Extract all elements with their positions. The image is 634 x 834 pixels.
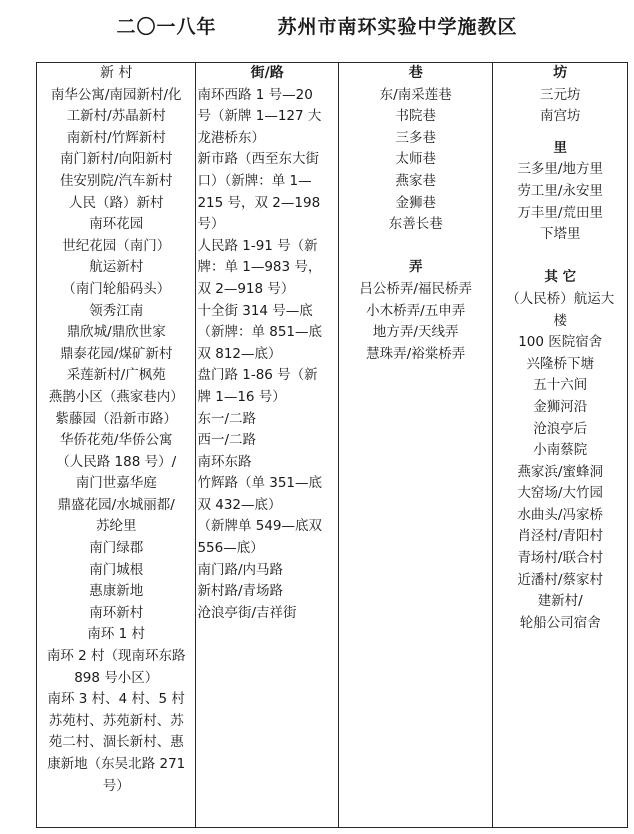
- list-item: 劳工里/永安里: [517, 182, 603, 199]
- list-item: 556—底）: [197, 540, 264, 557]
- list-item: 佳安别院/汽车新村: [59, 172, 173, 189]
- list-item: 康新地（东吴北路 271: [47, 756, 186, 772]
- list-item: 龙港桥东）: [197, 129, 265, 146]
- list-item: 215 号，双 2—198: [197, 194, 321, 211]
- section-gap: [493, 246, 627, 268]
- section-gap: [339, 236, 492, 258]
- list-item: 新村路/青场路: [197, 583, 284, 600]
- list-item: 南门绿郡: [89, 540, 144, 557]
- list-item: 南环 2 村（现南环东路: [46, 648, 186, 665]
- list-item: 双 812—底）: [197, 345, 282, 362]
- section-body: [493, 289, 627, 635]
- section-header-li: 里: [553, 139, 567, 156]
- list-item: 南环新村: [89, 604, 144, 621]
- list-item: 地方弄/天线弄: [372, 324, 459, 341]
- list-item: 三多里/地方里: [517, 161, 603, 178]
- section-gap: [493, 128, 627, 138]
- list-item: （人民路 188 号）/: [56, 453, 177, 470]
- list-item: 双 2—918 号）: [197, 280, 295, 297]
- list-item: 号）: [102, 777, 130, 794]
- column-header: 街/路: [250, 65, 284, 81]
- list-item: 惠康新地: [89, 583, 144, 600]
- list-item: 燕家浜/蜜蜂洞: [517, 463, 603, 480]
- school-district-table: [36, 62, 628, 828]
- list-item: 燕鹊小区（燕家巷内）: [48, 388, 184, 405]
- column-body: [493, 85, 627, 128]
- list-item: 工新村/苏晶新村: [66, 108, 166, 125]
- list-item: 下塔里: [539, 226, 581, 243]
- list-item: 兴隆桥下塘: [526, 355, 594, 372]
- list-item: 新市路（西至东大街: [197, 151, 319, 168]
- list-item: 吕公桥弄/福民桥弄: [359, 280, 472, 297]
- list-item: 号）: [197, 216, 225, 233]
- list-item: 小木桥弄/五申弄: [366, 302, 466, 319]
- list-item: 楼: [553, 312, 567, 329]
- list-item: 燕家巷: [395, 172, 436, 189]
- column-fang: [493, 63, 627, 827]
- list-item: 金狮巷: [395, 194, 436, 211]
- column-xiang: [339, 63, 493, 827]
- list-item: 898 号小区）: [74, 669, 159, 686]
- list-item: 南门路/内马路: [197, 561, 284, 578]
- column-header: 巷: [408, 65, 423, 81]
- list-item: 沧浪亭街/吉祥街: [197, 604, 297, 621]
- column-body: [196, 85, 338, 625]
- list-item: 沧浪亭后: [533, 420, 588, 437]
- list-item: 三元坊: [539, 86, 581, 103]
- list-item: 号（新牌 1—127 大: [197, 108, 322, 125]
- list-item: 水曲头/冯家桥: [517, 506, 603, 523]
- list-item: 建新村/: [537, 593, 583, 610]
- list-item: 南环东路: [197, 453, 252, 470]
- list-item: 世纪花园（南门）: [62, 237, 171, 254]
- list-item: 近潘村/蔡家村: [517, 571, 603, 588]
- list-item: （新牌单 549—底双: [197, 518, 323, 535]
- list-item: 采莲新村/广枫苑: [66, 367, 166, 384]
- list-item: 书院巷: [395, 108, 436, 125]
- column-header: 坊: [553, 65, 568, 81]
- list-item: 口）（新牌：单 1—: [197, 172, 312, 189]
- list-item: 东/南采莲巷: [379, 86, 452, 103]
- section-body: [339, 279, 492, 365]
- list-item: 盘门路 1-86 号（新: [197, 367, 318, 384]
- list-item: 青场村/联合村: [517, 550, 603, 567]
- list-item: 五十六间: [533, 377, 588, 394]
- list-item: 南环 3 村、4 村、5 村: [47, 691, 185, 708]
- list-item: 南华公寓/南园新村/化: [50, 86, 182, 103]
- list-item: 南门城根: [89, 561, 144, 578]
- list-item: （南门轮船码头）: [62, 280, 171, 297]
- list-item: 苏苑村、苏苑新村、苏: [48, 712, 184, 729]
- list-item: 鼎泰花园/煤矿新村: [59, 345, 173, 362]
- list-item: 鼎欣城/鼎欣世家: [66, 324, 166, 341]
- list-item: 牌：单 1—983 号，: [197, 259, 322, 276]
- list-item: 竹辉路（单 351—底: [197, 475, 323, 492]
- list-item: 三多巷: [395, 129, 436, 146]
- list-item: 小南蔡院: [533, 442, 588, 459]
- section-header-nong: 弄: [408, 259, 423, 276]
- list-item: 肖泾村/青阳村: [517, 528, 603, 545]
- list-item: 双 432—底）: [197, 496, 282, 513]
- list-item: 东善长巷: [388, 216, 443, 233]
- list-item: 苏纶里: [95, 518, 137, 535]
- list-item: 轮船公司宿舍: [519, 614, 601, 631]
- list-item: 南环花园: [89, 216, 144, 233]
- page-title: 二〇一八年 苏州市南环实验中学施教区: [116, 16, 518, 38]
- list-item: 十全街 314 号—底: [197, 302, 313, 319]
- column-body: [339, 85, 492, 236]
- column-jielu: [196, 63, 339, 827]
- list-item: 人民路 1-91 号（新: [197, 237, 318, 254]
- section-header-other: 其 它: [544, 269, 577, 286]
- list-item: 南门新村/向阳新村: [59, 151, 173, 168]
- list-item: 华侨花苑/华侨公寓: [59, 432, 173, 449]
- list-item: 苑二村、涸长新村、惠: [48, 734, 184, 751]
- list-item: 南门世嘉华庭: [75, 475, 157, 492]
- list-item: 南宫坊: [539, 108, 581, 125]
- list-item: 南环 1 村: [87, 626, 146, 643]
- section-body: [493, 159, 627, 245]
- list-item: 金狮河沿: [533, 398, 588, 415]
- list-item: 西一/二路: [197, 432, 257, 449]
- column-header: 新 村: [100, 65, 133, 81]
- list-item: 南新村/竹辉新村: [66, 129, 166, 146]
- list-item: 鼎盛花园/水城丽都/: [57, 496, 175, 513]
- column-xincun: [37, 63, 196, 827]
- list-item: 万丰里/荒田里: [517, 204, 603, 221]
- list-item: 人民（路）新村: [68, 194, 164, 211]
- list-item: 慧珠弄/裕棠桥弄: [366, 345, 466, 362]
- list-item: （人民桥）航运大: [506, 290, 615, 307]
- list-item: 东一/二路: [197, 410, 257, 427]
- list-item: 航运新村: [89, 259, 144, 276]
- list-item: 紫藤园（沿新市路）: [55, 410, 177, 427]
- list-item: 南环西路 1 号—20: [197, 86, 313, 103]
- list-item: 领秀江南: [89, 302, 144, 319]
- list-item: 100 医院宿舍: [518, 334, 603, 351]
- list-item: 太师巷: [395, 151, 436, 168]
- column-body: [37, 85, 195, 798]
- list-item: （新牌：单 851—底: [197, 324, 323, 341]
- list-item: 大窑场/大竹园: [517, 485, 603, 502]
- list-item: 牌 1—16 号）: [197, 388, 286, 405]
